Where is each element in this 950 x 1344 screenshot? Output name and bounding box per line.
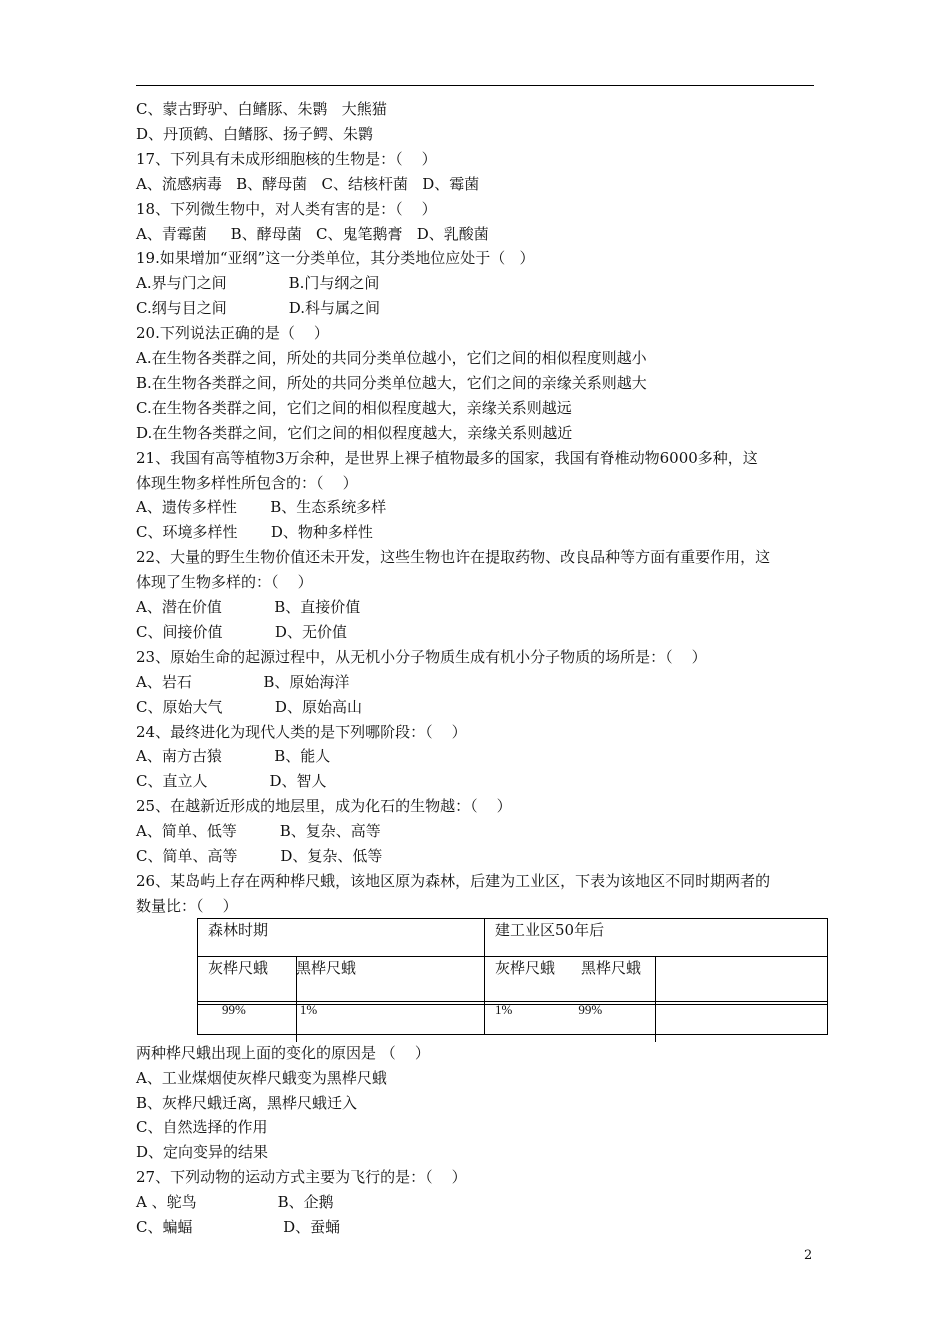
forest-grey-label: 灰桦尺蛾 — [208, 959, 269, 977]
table-sub-rule — [197, 1004, 828, 1005]
text-line: A、潜在价值 B、直接价值 — [136, 598, 361, 616]
text-line: C、简单、高等 D、复杂、低等 — [136, 847, 383, 865]
text-line: B.在生物各类群之间，所处的共同分类单位越大，它们之间的亲缘关系则越大 — [136, 373, 647, 392]
industry-grey-label: 灰桦尺蛾 — [495, 959, 556, 977]
header-rule — [136, 85, 814, 86]
text-line: C.纲与目之间 D.科与属之间 — [136, 299, 380, 318]
text-line: A、南方古猿 B、能人 — [136, 747, 331, 766]
text-line: D、丹顶鹤、白鳍豚、扬子鳄、朱鹮 — [136, 124, 374, 143]
industry-moth-types — [485, 957, 828, 1002]
text-line: 26、某岛屿上存在两种桦尺蛾，该地区原为森林，后建为工业区，下表为该地区不同时期两者的 — [136, 871, 771, 890]
text-line: C、蝙蝠 D、蚕蛹 — [136, 1217, 341, 1236]
text-line: 体现生物多样性所包含的：（ ） — [136, 473, 358, 492]
text-line: 数量比：（ ） — [136, 896, 238, 915]
industry-grey-value: 1% — [495, 1002, 513, 1017]
table-header-forest: 森林时期 — [198, 919, 485, 957]
text-line: 两种桦尺蛾出现上面的变化的原因是 （ ） — [136, 1044, 430, 1062]
text-line: 27、下列动物的运动方式主要为飞行的是：（ ） — [136, 1168, 467, 1186]
text-line: A.界与门之间 B.门与纲之间 — [136, 274, 380, 293]
text-line: 24、最终进化为现代人类的是下列哪阶段：（ ） — [136, 722, 467, 741]
industry-values — [485, 1002, 828, 1035]
text-line: A 、鸵鸟 B、企鹅 — [136, 1192, 334, 1211]
text-line: 21、我国有高等植物3万余种，是世界上裸子植物最多的国家，我国有脊椎动物6000多种，这 — [136, 448, 758, 467]
industry-column-divider — [655, 956, 656, 1042]
text-line: B、灰桦尺蛾迁离，黑桦尺蛾迁入 — [136, 1093, 358, 1112]
text-line: 17、下列具有未成形细胞核的生物是：（ ） — [136, 149, 437, 168]
forest-grey-value: 99% — [222, 1002, 246, 1017]
table-header-industry: 建工业区50年后 — [485, 919, 828, 957]
industry-black-label: 黑桦尺蛾 — [581, 959, 642, 977]
text-line: A、岩石 B、原始海洋 — [136, 672, 350, 691]
text-line: C、直立人 D、智人 — [136, 772, 327, 791]
text-line: 19.如果增加“亚纲”这一分类单位，其分类地位应处于（ ） — [136, 249, 535, 268]
text-line: A、遗传多样性 B、生态系统多样 — [136, 498, 387, 517]
forest-black-label: 黑桦尺蛾 — [296, 959, 357, 977]
text-line: A.在生物各类群之间，所处的共同分类单位越小，它们之间的相似程度则越小 — [136, 349, 647, 367]
text-line: 25、在越新近形成的地层里，成为化石的生物越：（ ） — [136, 797, 512, 816]
text-line: C.在生物各类群之间，它们之间的相似程度越大，亲缘关系则越远 — [136, 398, 572, 417]
text-line: A、流感病毒 B、酵母菌 C、结核杆菌 D、霉菌 — [136, 174, 480, 193]
text-line: C、原始大气 D、原始高山 — [136, 697, 362, 716]
text-line: C、环境多样性 D、物种多样性 — [136, 523, 373, 542]
moth-ratio-table — [197, 918, 828, 1035]
text-line: A、工业煤烟使灰桦尺蛾变为黑桦尺蛾 — [136, 1068, 387, 1087]
text-line: D.在生物各类群之间，它们之间的相似程度越大，亲缘关系则越近 — [136, 423, 573, 442]
text-line: 体现了生物多样的：（ ） — [136, 573, 313, 592]
industry-black-value: 99% — [578, 1002, 603, 1017]
text-line: 22、大量的野生生物价值还未开发，这些生物也许在提取药物、改良品种等方面有重要作用，这 — [136, 548, 771, 567]
forest-moth-types — [198, 957, 485, 1002]
text-line: C、自然选择的作用 — [136, 1118, 268, 1137]
page-number: 2 — [804, 1248, 813, 1263]
forest-values — [198, 1002, 485, 1035]
text-line: C、蒙古野驴、白鳍豚、朱鹮 大熊猫 — [136, 100, 387, 118]
text-line: 18、下列微生物中，对人类有害的是：（ ） — [136, 199, 437, 218]
text-line: D、定向变异的结果 — [136, 1143, 269, 1162]
text-line: 20.下列说法正确的是（ ） — [136, 324, 329, 343]
forest-column-divider — [296, 956, 297, 1042]
text-line: A、简单、低等 B、复杂、高等 — [136, 822, 381, 841]
text-line: A、青霉菌 B、酵母菌 C、鬼笔鹅膏 D、乳酸菌 — [136, 224, 489, 243]
text-line: 23、原始生命的起源过程中，从无机小分子物质生成有机小分子物质的场所是：（ ） — [136, 647, 707, 666]
text-line: C、间接价值 D、无价值 — [136, 622, 347, 641]
forest-black-value: 1% — [299, 1002, 318, 1017]
